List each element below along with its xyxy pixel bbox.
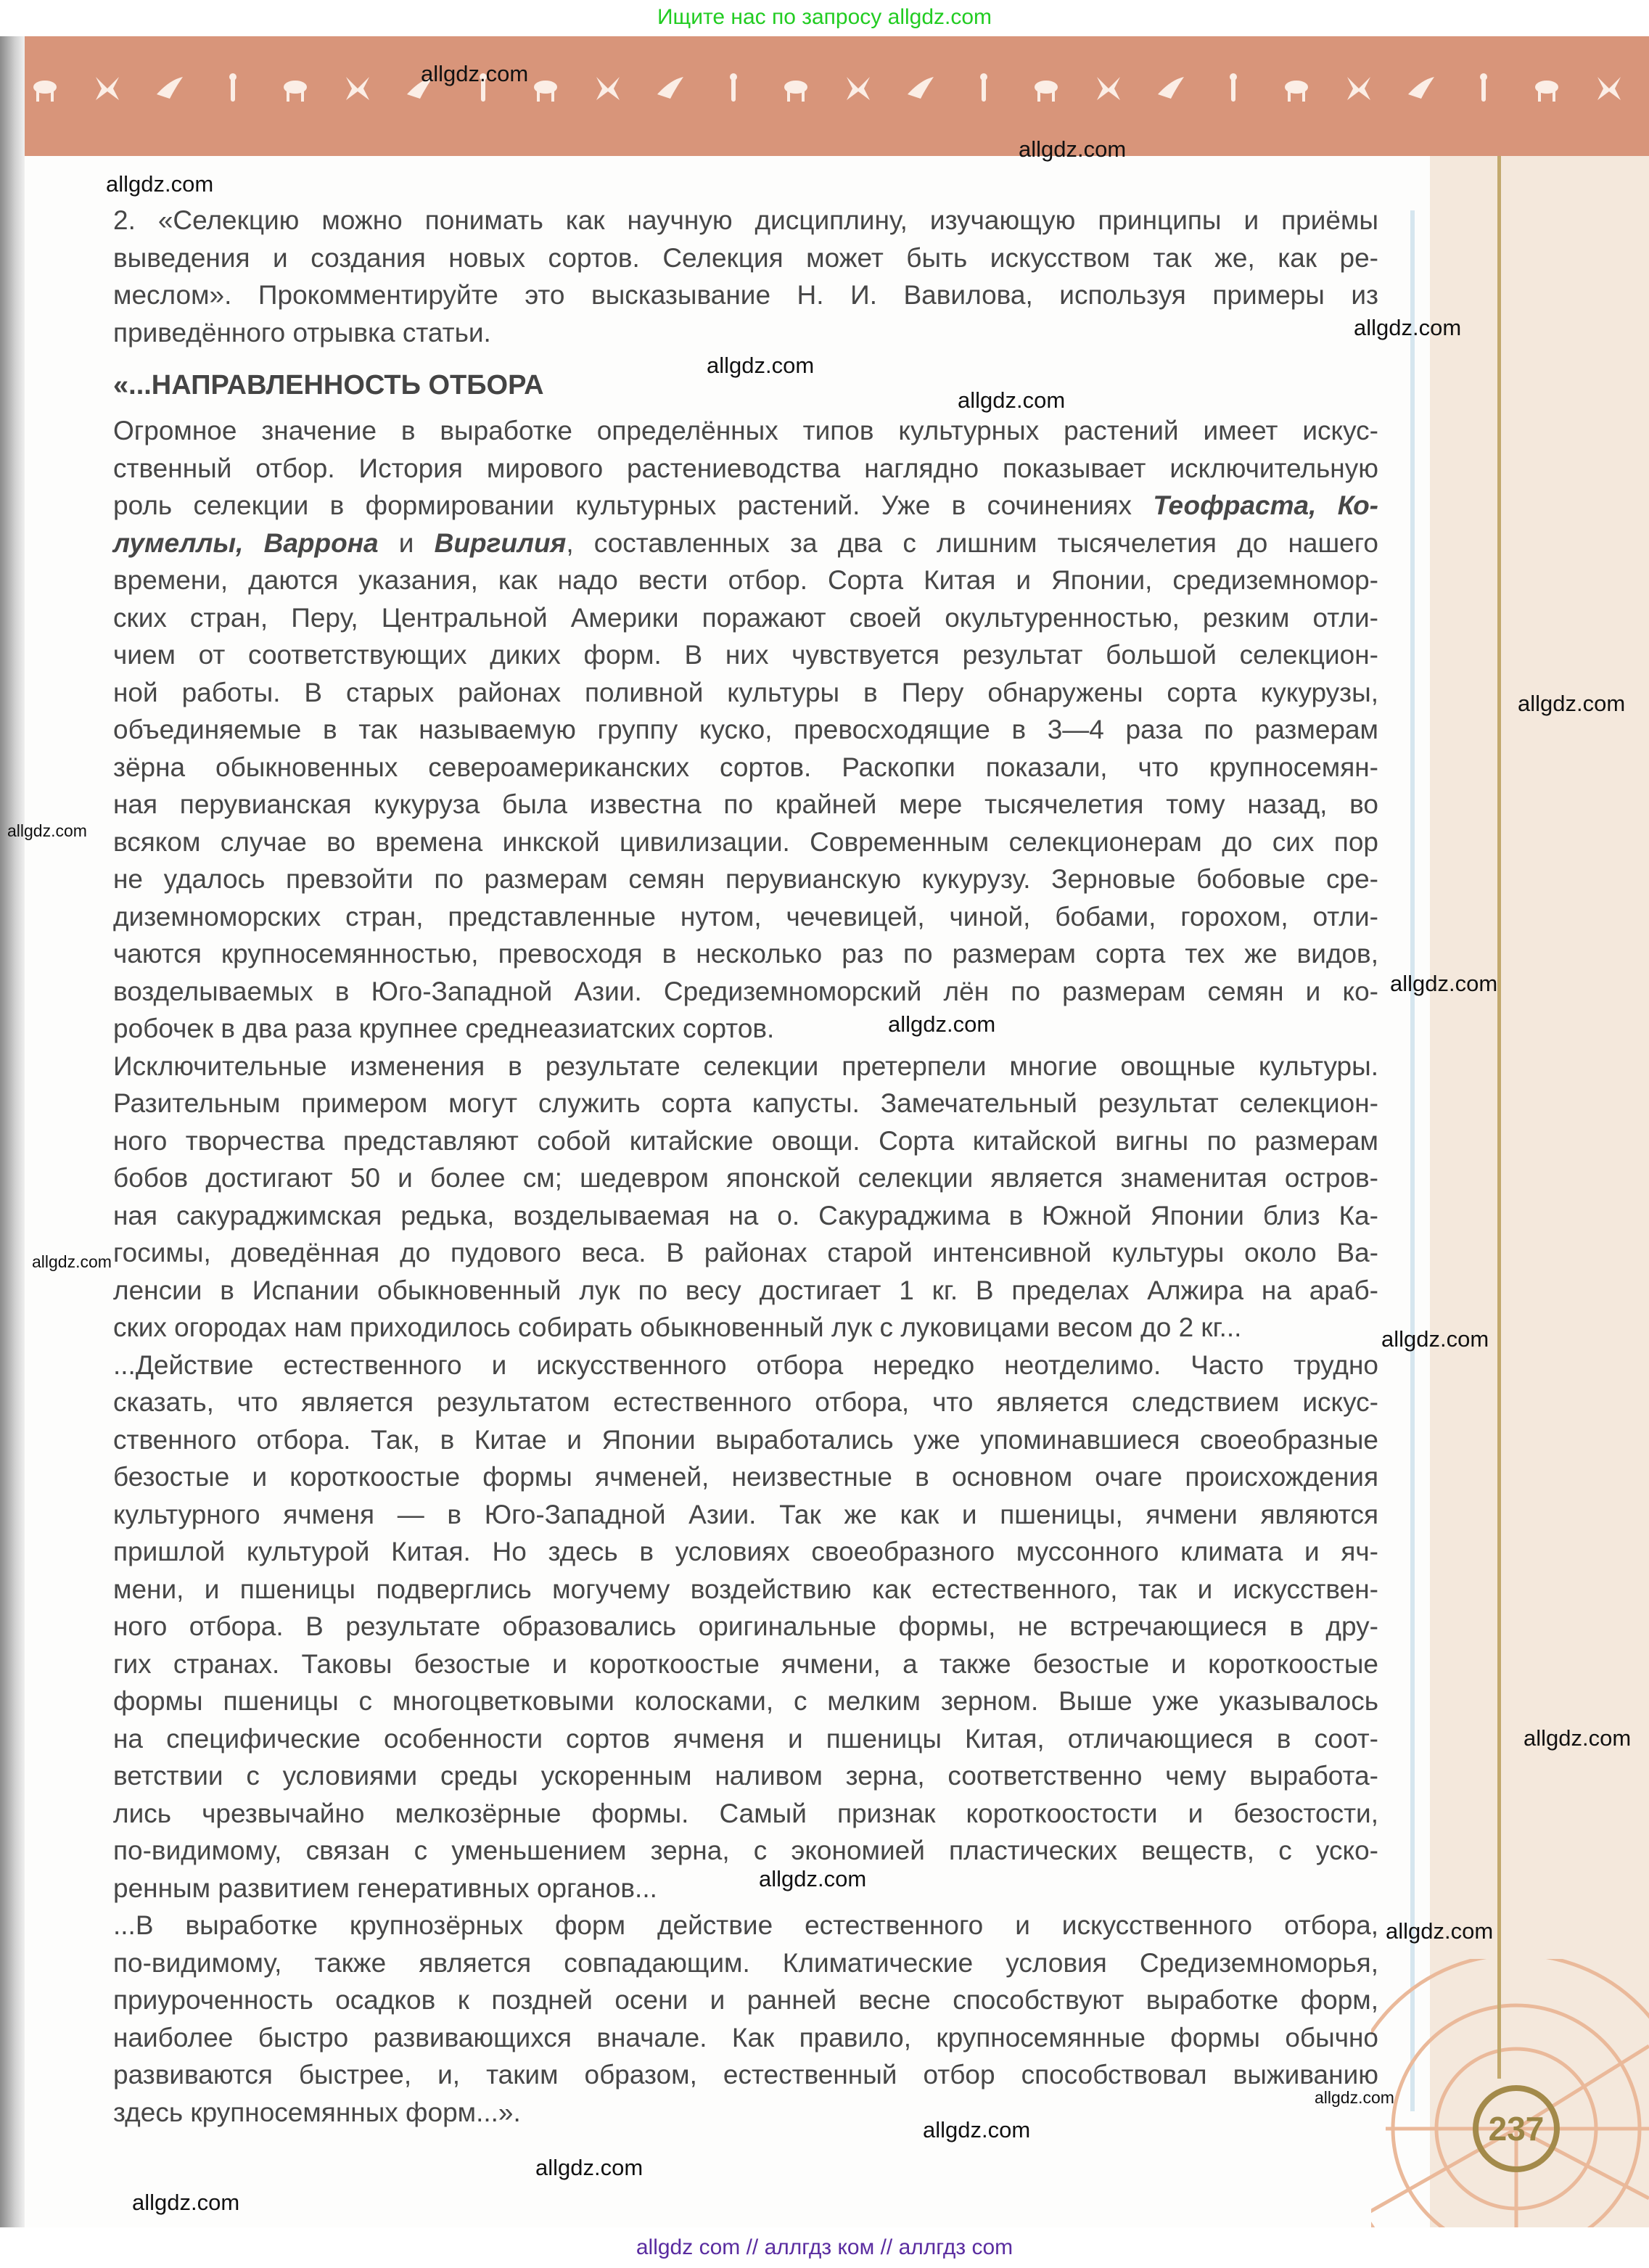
text-box-border <box>1410 210 1415 2111</box>
text-line: ленсии в Испании обыкновенный лук по весу достигает 1 кг. В пределах Алжира на араб- <box>113 1275 1378 1305</box>
top-banner <box>0 0 1649 36</box>
animal-silhouette-icon <box>968 73 1000 104</box>
watermark: allgdz.com <box>1019 136 1127 162</box>
watermark: allgdz.com <box>1354 315 1462 340</box>
text-line: пришлой культурой Китая. Но здесь в условиях своеобразного муссонного климата и яч- <box>113 1537 1378 1566</box>
animal-silhouette-icon <box>780 73 812 104</box>
text-line: диземноморских стран, представленные нутом, чечевицей, чиной, бобами, горохом, отли- <box>113 901 1378 932</box>
text-line: Исключительные изменения в результате селекции претерпели многие овощные культуры. <box>113 1051 1378 1081</box>
text-line: возделываемых в Юго-Западной Азии. Средиземноморский лён по размерам семян и ко- <box>113 976 1378 1006</box>
text-line: всяком случае во времена инкской цивилизации. Современным селекционерам до сих пор <box>113 826 1378 857</box>
text-line: ственный отбор. История мирового растениеводства наглядно показывает исключительную <box>113 453 1378 483</box>
animal-silhouette-icon <box>842 73 874 104</box>
animal-silhouette-icon <box>1155 73 1187 104</box>
text-segment: и <box>378 527 435 558</box>
text-line: ственного отбора. Так, в Китае и Японии выработались уже упоминавшиеся своеобразные <box>113 1424 1378 1455</box>
text-line: ного отбора. В результате образовались оригинальные формы, не встречающиеся в дру- <box>113 1611 1378 1641</box>
animal-silhouette-icon <box>1405 73 1437 104</box>
text-line: на специфические особенности сортов ячменя и пшеницы Китая, отличающиеся в соот- <box>113 1723 1378 1754</box>
page-gutter <box>0 36 25 2227</box>
text-line: мени, и пшеницы подверглись могучему воздействию как естественного, так и искусствен- <box>113 1574 1378 1604</box>
watermark: allgdz.com <box>535 2155 643 2180</box>
top-banner-text: Ищите нас по запросу allgdz.com <box>657 5 992 29</box>
text-line: ного творчества представляют собой китайские овощи. Сорта китайской вигны по размерам <box>113 1125 1378 1156</box>
text-line: выведения и создания новых сортов. Селекция может быть искусством так же, как ре- <box>113 242 1378 273</box>
text-line: ренным развитием генеративных органов... <box>113 1873 657 1903</box>
animal-silhouette-icon <box>91 73 123 104</box>
author-name: лумеллы, Варрона <box>113 527 379 558</box>
text-line: культурного ячменя — в Юго-Западной Азии. Так же как и пшеницы, ячмени являются <box>113 1499 1378 1529</box>
watermark: allgdz.com <box>958 387 1066 413</box>
text-line: ная сакураджимская редька, возделываемая на о. Сакураджима в Южной Японии близ Ка- <box>113 1200 1378 1230</box>
text-line: формы пшеницы с многоцветковыми колосками, с мелким зерном. Выше уже указывалось <box>113 1686 1378 1716</box>
article-heading: «...НАПРАВЛЕННОСТЬ ОТБОРА <box>113 370 544 400</box>
text-line: объединяемые в так называемую группу куско, превосходящие в 3—4 раза по размерам <box>113 715 1378 744</box>
text-line: чием от соответствующих диких форм. В них чувствуется результат большой селекцион- <box>113 640 1378 670</box>
watermark: allgdz.com <box>923 2117 1031 2142</box>
watermark: allgdz.com <box>32 1252 112 1271</box>
animal-silhouette-icon <box>905 73 937 104</box>
text-line: по-видимому, связан с уменьшением зерна, с экономией пластических веществ, с уско- <box>113 1836 1378 1865</box>
text-line: безостые и короткоостые формы ячменей, неизвестные в основном очаге происхождения <box>113 1462 1378 1492</box>
text-line: ских стран, Перу, Центральной Америки поражают своей окультуренностью, резким отли- <box>113 602 1378 633</box>
animal-silhouette-icon <box>717 73 749 104</box>
text-line: зёрна обыкновенных североамериканских сортов. Раскопки показали, что крупносемян- <box>113 752 1378 782</box>
animal-silhouette-icon <box>29 73 61 104</box>
watermark: allgdz.com <box>7 821 87 840</box>
animal-silhouette-icon <box>1093 73 1124 104</box>
text-line: здесь крупносемянных форм...». <box>113 2097 521 2127</box>
animal-silhouette-icon <box>154 73 186 104</box>
text-line: ских огородах нам приходилось собирать обыкновенный лук с луковицами весом до 2 кг... <box>113 1312 1242 1342</box>
animal-silhouette-icon <box>592 73 624 104</box>
text-line: наиболее быстро развивающихся вначале. Как правило, крупносемянные формы обычно <box>113 2022 1378 2053</box>
text-line <box>113 487 1378 525</box>
animal-silhouette-icon <box>1280 73 1312 104</box>
animal-silhouette-icon <box>279 73 311 104</box>
footer-banner <box>0 2227 1649 2264</box>
animal-silhouette-icon <box>217 73 249 104</box>
text-line: ной работы. В старых районах поливной культуры в Перу обнаружены сорта кукурузы, <box>113 677 1378 707</box>
footer-banner-text: allgdz com // аллгдз ком // аллгдз com <box>636 2235 1013 2259</box>
watermark: allgdz.com <box>759 1866 867 1891</box>
watermark: allgdz.com <box>1390 971 1498 996</box>
animal-silhouette-icon <box>342 73 374 104</box>
animal-silhouette-icon <box>530 73 562 104</box>
text-line: ветствии с условиями среды ускоренным наливом зерна, соответственно чему выработа- <box>113 1761 1378 1791</box>
watermark: allgdz.com <box>707 353 815 378</box>
watermark: allgdz.com <box>1518 691 1626 716</box>
watermark: allgdz.com <box>1386 1918 1494 1944</box>
author-name: Виргилия <box>434 527 567 558</box>
author-name: Теофраста, Ко- <box>1153 490 1378 520</box>
text-line: 2. «Селекцию можно понимать как научную дисциплину, изучающую принципы и приёмы <box>113 205 1378 235</box>
animal-silhouette-icon <box>654 73 686 104</box>
text-line: робочек в два раза крупнее среднеазиатских сортов. <box>113 1014 775 1043</box>
text-line: чаются крупносемянностью, превосходя в несколько раз по размерам сорта тех же видов, <box>113 939 1378 969</box>
watermark: allgdz.com <box>1381 1326 1489 1352</box>
text-line: Разительным примером могут служить сорта капусты. Замечательный результат селекцион- <box>113 1088 1378 1118</box>
text-line: ...В выработке крупнозёрных форм действие естественного и искусственного отбора, <box>113 1910 1378 1940</box>
animal-silhouette-icon <box>1531 73 1563 104</box>
text-segment: роль селекции в формировании культурных растений. Уже в сочинениях <box>113 490 1154 520</box>
watermark: allgdz.com <box>1315 2088 1394 2107</box>
text-line: бобов достигают 50 и более см; шедевром японской селекции является знаменитая остров- <box>113 1163 1378 1193</box>
text-segment: , составленных за два с лишним тысячелетия до нашего <box>566 527 1378 558</box>
text-line: гих странах. Таковы безостые и короткоостые ячмени, а также безостые и короткоостые <box>113 1648 1378 1679</box>
watermark: allgdz.com <box>888 1011 996 1037</box>
article-body <box>113 412 1378 2131</box>
animal-silhouette-icon <box>1468 73 1500 104</box>
text-line: приведённого отрывка статьи. <box>113 317 491 348</box>
text-line: Огромное значение в выработке определённых типов культурных растений имеет искус- <box>113 416 1378 445</box>
page-number: 237 <box>1473 2085 1560 2172</box>
watermark: allgdz.com <box>421 61 529 86</box>
text-line: времени, даются указания, как надо вести отбор. Сорта Китая и Японии, средиземномор- <box>113 565 1378 595</box>
watermark: allgdz.com <box>106 171 214 197</box>
task-question <box>113 202 1378 351</box>
text-line: меслом». Прокомментируйте это высказывание Н. И. Вавилова, используя примеры из <box>113 280 1378 310</box>
watermark: allgdz.com <box>1523 1725 1632 1751</box>
animal-silhouette-icon <box>1593 73 1625 104</box>
text-line: лись чрезвычайно мелкозёрные формы. Самый признак короткоостости и безостости, <box>113 1798 1378 1828</box>
watermark: allgdz.com <box>132 2190 240 2215</box>
text-line: госимы, доведённая до пудового веса. В районах старой интенсивной культуры около Ва- <box>113 1238 1378 1267</box>
margin-rule <box>1497 156 1501 2079</box>
animal-frieze <box>29 59 1625 118</box>
text-line: по-видимому, также является совпадающим. Климатические условия Средиземноморья, <box>113 1947 1378 1978</box>
side-margin <box>1430 156 1649 2227</box>
text-line: ...Действие естественного и искусственного отбора нередко неотделимо. Часто трудно <box>113 1349 1378 1380</box>
text-line: не удалось превзойти по размерам семян перувианскую кукурузу. Зерновые бобовые сре- <box>113 864 1378 894</box>
animal-silhouette-icon <box>1217 73 1249 104</box>
text-line: сказать, что является результатом естественного отбора, что является следствием искус- <box>113 1387 1378 1417</box>
text-line: развиваются быстрее, и, таким образом, естественный отбор способствовал выживанию <box>113 2060 1378 2090</box>
animal-silhouette-icon <box>1030 73 1062 104</box>
text-line: приуроченность осадков к поздней осени и ранней весне способствуют выработке форм, <box>113 1985 1378 2015</box>
animal-silhouette-icon <box>1343 73 1375 104</box>
text-line <box>113 525 1378 562</box>
text-line: ная перувианская кукуруза была известна по крайней мере тысячелетия тому назад, во <box>113 789 1378 819</box>
